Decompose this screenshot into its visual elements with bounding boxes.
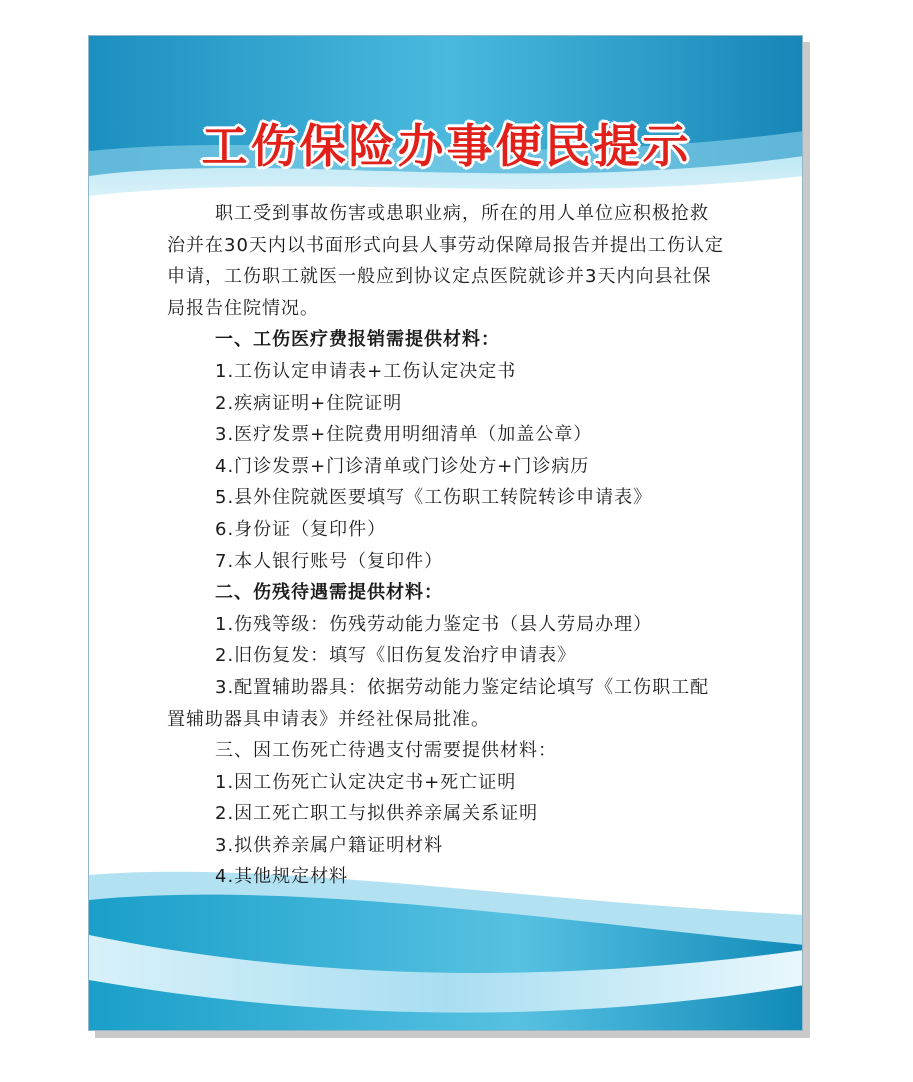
list-item: 3.医疗发票+住院费用明细清单（加盖公章） xyxy=(215,424,593,446)
list-item: 7.本人银行账号（复印件） xyxy=(215,550,444,572)
section3-heading: 三、因工伤死亡待遇支付需要提供材料： xyxy=(215,740,557,762)
section2-heading: 二、伤残待遇需提供材料： xyxy=(215,582,443,604)
list-item: 2.疾病证明+住院证明 xyxy=(215,392,403,414)
list-item: 4.门诊发票+门诊清单或门诊处方+门诊病历 xyxy=(215,455,590,477)
list-item: 3.配置辅助器具：依据劳动能力鉴定结论填写《工伤职工配置辅助器具申请表》并经社保局批准。 xyxy=(167,676,710,730)
notice-body xyxy=(167,198,727,893)
list-item: 6.身份证（复印件） xyxy=(215,518,387,540)
list-item: 1.因工伤死亡认定决定书+死亡证明 xyxy=(215,771,517,793)
list-item: 1.工伤认定申请表+工伤认定决定书 xyxy=(215,360,517,382)
list-item: 5.县外住院就医要填写《工伤职工转院转诊申请表》 xyxy=(215,487,653,509)
poster-title: 工伤保险办事便民提示 xyxy=(201,119,692,173)
section1-heading: 一、工伤医疗费报销需提供材料： xyxy=(215,329,500,351)
intro-paragraph: 职工受到事故伤害或患职业病，所在的用人单位应积极抢救治并在30天内以书面形式向县人事劳动保障局报告并提出工伤认定申请，工伤职工就医一般应到协议定点医院就诊并3天内向县社保局报告住院情况。 xyxy=(167,203,724,319)
list-item: 2.旧伤复发：填写《旧伤复发治疗申请表》 xyxy=(215,645,577,667)
list-item: 1.伤残等级：伤残劳动能力鉴定书（县人劳局办理） xyxy=(215,613,653,635)
list-item: 3.拟供养亲属户籍证明材料 xyxy=(215,834,444,856)
list-item: 4.其他规定材料 xyxy=(215,866,349,888)
poster xyxy=(88,35,803,1031)
list-item: 2.因工死亡职工与拟供养亲属关系证明 xyxy=(215,803,539,825)
